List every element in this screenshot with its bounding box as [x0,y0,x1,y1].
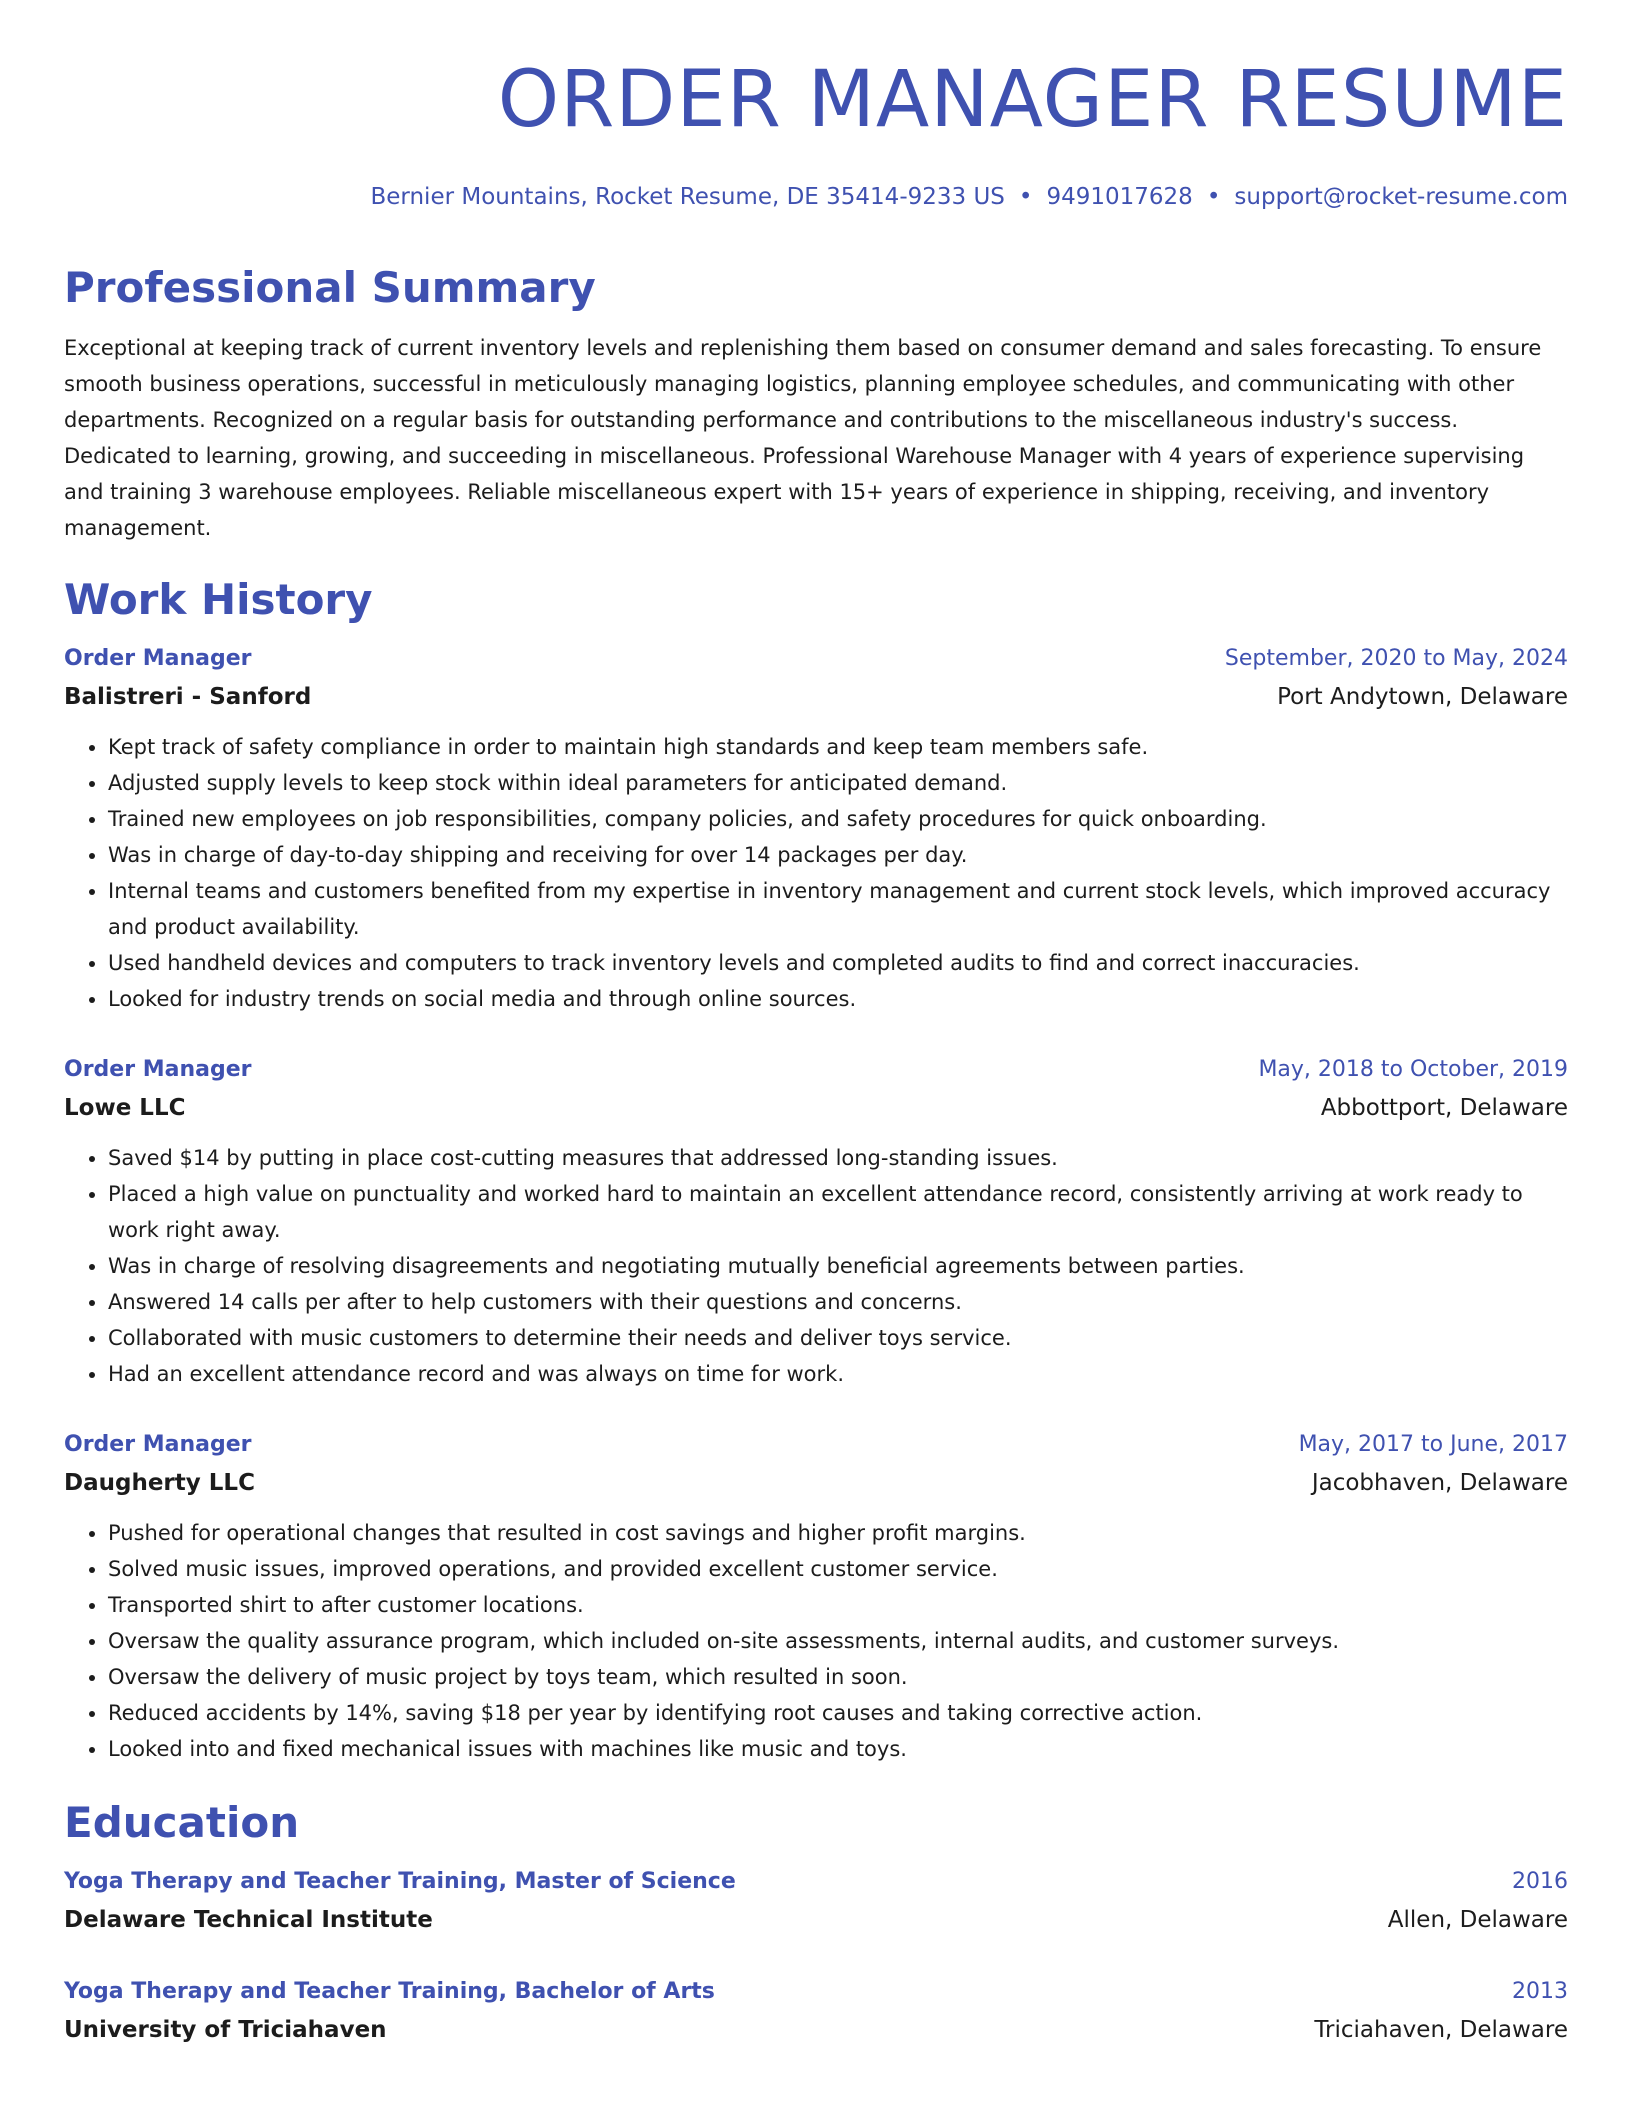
job-dates: May, 2017 to June, 2017 [1298,1432,1568,1457]
job-location: Jacobhaven, Delaware [1311,1470,1568,1496]
job-bullet: • Collaborated with music customers to determine their needs and deliver toys service. [108,1320,1568,1356]
job-bullet: • Looked into and fixed mechanical issues with machines like music and toys. [108,1731,1568,1767]
job-bullet: • Was in charge of day-to-day shipping and receiving for over 14 packages per day. [108,837,1568,873]
education-degree: Yoga Therapy and Teacher Training, Bachelor of Arts [64,1979,715,2004]
job-role: Order Manager [64,646,252,671]
job-header-row [64,1426,1568,1464]
job-bullets [64,729,1568,1017]
job-location: Port Andytown, Delaware [1277,684,1568,710]
education-location: Triciahaven, Delaware [1314,2017,1568,2043]
education-header-row [64,1863,1568,1901]
job-bullet: • Had an excellent attendance record and was always on time for work. [108,1356,1568,1392]
job-bullet: • Trained new employees on job responsibilities, company policies, and safety procedures for quick onboarding. [108,801,1568,837]
job-company: Daugherty LLC [64,1470,255,1496]
job-bullet: • Oversaw the delivery of music project by toys team, which resulted in soon. [108,1659,1568,1695]
education-heading: Education [64,1798,300,1847]
job-entry [64,640,1568,1017]
education-school-row [64,1901,1568,1939]
job-bullet: • Oversaw the quality assurance program, which included on-site assessments, internal audits, and customer surveys. [108,1623,1568,1659]
job-header-row [64,640,1568,678]
job-bullet: • Saved $14 by putting in place cost-cutting measures that addressed long-standing issues. [108,1140,1568,1176]
job-bullet: • Transported shirt to after customer locations. [108,1587,1568,1623]
education-degree: Yoga Therapy and Teacher Training, Master of Science [64,1869,736,1894]
job-company-row [64,1089,1568,1127]
contact-address: Bernier Mountains, Rocket Resume, DE 35414-9233 US [370,184,1005,210]
job-bullet: • Reduced accidents by 14%, saving $18 per year by identifying root causes and taking corrective action. [108,1695,1568,1731]
job-bullet: • Answered 14 calls per after to help customers with their questions and concerns. [108,1284,1568,1320]
work-history-heading: Work History [64,575,373,624]
job-role: Order Manager [64,1057,252,1082]
education-location: Allen, Delaware [1387,1907,1568,1933]
education-school: Delaware Technical Institute [64,1907,433,1933]
education-entry [64,1863,1568,1939]
contact-email: support@rocket-resume.com [1234,184,1568,210]
job-bullet: • Adjusted supply levels to keep stock within ideal parameters for anticipated demand. [108,765,1568,801]
separator-dot: • [1018,184,1033,210]
resume-title: ORDER MANAGER RESUME [497,55,1568,145]
job-bullet: • Placed a high value on punctuality and worked hard to maintain an excellent attendance record, consistently arriving at work ready to work right away. [108,1176,1568,1248]
education-entry [64,1973,1568,2049]
job-bullet: • Solved music issues, improved operations, and provided excellent customer service. [108,1551,1568,1587]
job-bullets [64,1515,1568,1767]
job-bullet: • Pushed for operational changes that resulted in cost savings and higher profit margins. [108,1515,1568,1551]
job-location: Abbottport, Delaware [1320,1095,1568,1121]
job-entry [64,1051,1568,1392]
job-entry [64,1426,1568,1767]
job-bullet: • Looked for industry trends on social media and through online sources. [108,981,1568,1017]
education-school: University of Triciahaven [64,2017,387,2043]
education-year: 2013 [1512,1979,1568,2004]
job-bullet: • Was in charge of resolving disagreements and negotiating mutually beneficial agreements between parties. [108,1248,1568,1284]
job-bullet: • Internal teams and customers benefited from my expertise in inventory management and current stock levels, which improved accuracy and product availability. [108,873,1568,945]
separator-dot: • [1206,184,1221,210]
education-school-row [64,2011,1568,2049]
education-header-row [64,1973,1568,2011]
job-bullet: • Used handheld devices and computers to track inventory levels and completed audits to find and correct inaccuracies. [108,945,1568,981]
job-dates: September, 2020 to May, 2024 [1224,646,1568,671]
summary-text: Exceptional at keeping track of current inventory levels and replenishing them based on consumer demand and sales forecasting. To ensure smooth business operations, successful in meticulously managing logistics, planning employee schedules, and communicating with other departments. Recognized on a regular basis for outstanding performance and contributions to the miscellaneous industry's success. Dedicated to learning, growing, and succeeding in miscellaneous. Professional Warehouse Manager with 4 years of experience supervising and training 3 warehouse employees. Reliable miscellaneous expert with 15+ years of experience in shipping, receiving, and inventory management. [64,336,1542,540]
job-role: Order Manager [64,1432,252,1457]
education-year: 2016 [1512,1869,1568,1894]
resume-header [64,52,1568,212]
summary-heading: Professional Summary [64,263,596,312]
job-company-row [64,678,1568,716]
contact-line [64,182,1568,212]
job-dates: May, 2018 to October, 2019 [1258,1057,1568,1082]
job-company: Lowe LLC [64,1095,186,1121]
job-bullet: • Kept track of safety compliance in order to maintain high standards and keep team members safe. [108,729,1568,765]
job-bullets [64,1140,1568,1392]
job-company-row [64,1464,1568,1502]
contact-phone: 9491017628 [1046,184,1193,210]
job-header-row [64,1051,1568,1089]
job-company: Balistreri - Sanford [64,684,312,710]
